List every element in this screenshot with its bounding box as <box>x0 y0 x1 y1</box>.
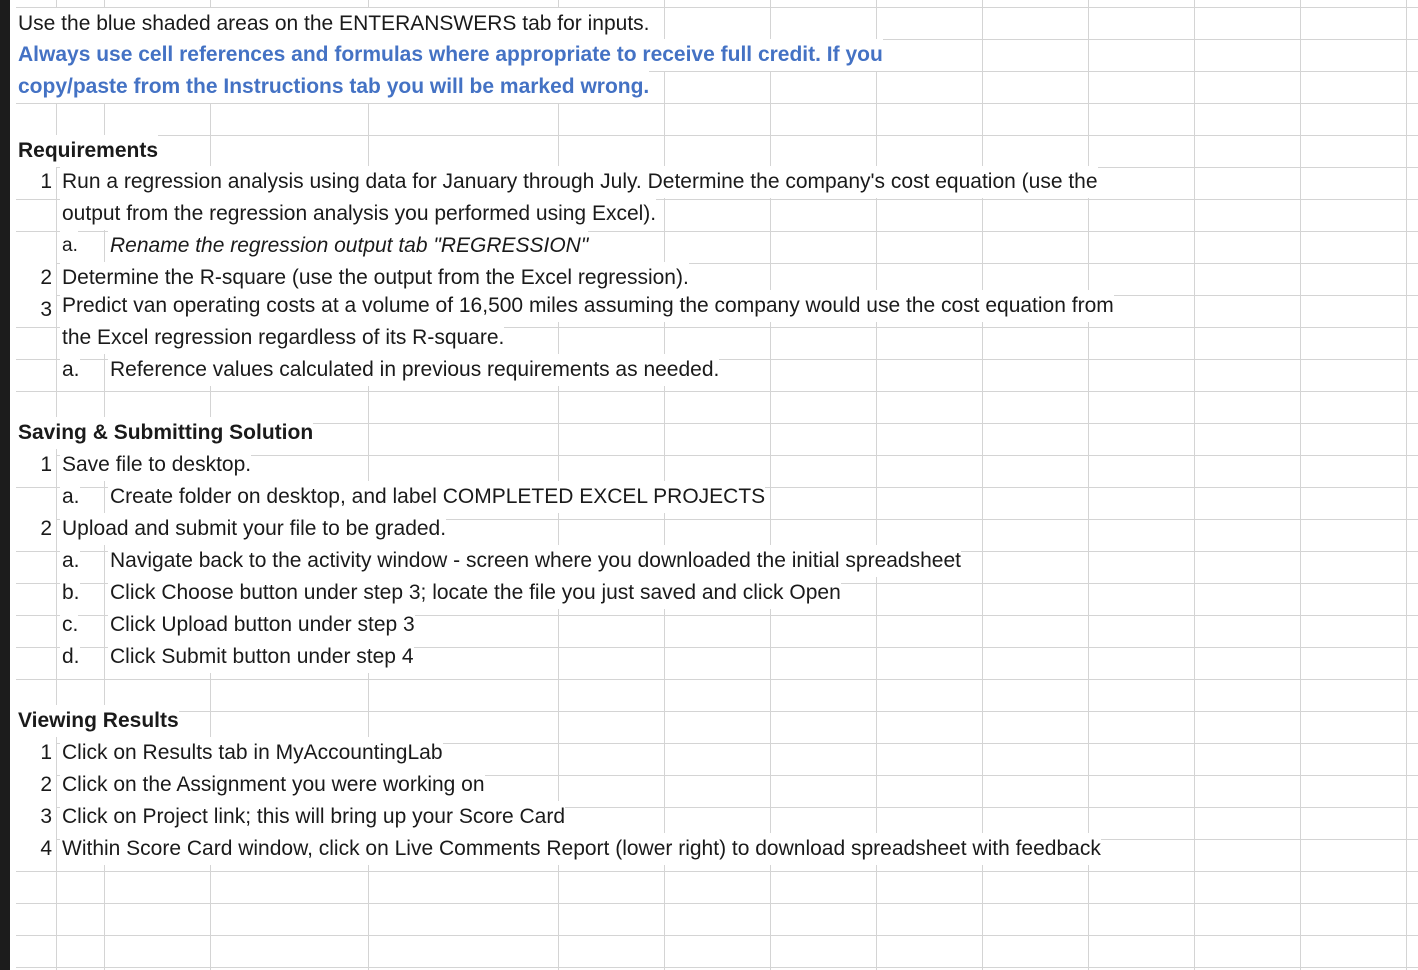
requirements-heading[interactable]: Requirements <box>16 135 158 167</box>
requirement-text-cont[interactable]: the Excel regression regardless of its R-square. <box>60 322 504 354</box>
step-sub-label[interactable]: c. <box>60 609 78 641</box>
requirement-number[interactable]: 1 <box>16 166 56 198</box>
requirement-text[interactable]: Determine the R-square (use the output from the Excel regression). <box>60 262 689 294</box>
step-sub-text[interactable]: Navigate back to the activity window - screen where you downloaded the initial spreadsheet <box>108 545 961 577</box>
step-number[interactable]: 1 <box>16 449 56 481</box>
requirement-text-cont[interactable]: output from the regression analysis you performed using Excel). <box>60 198 656 230</box>
requirement-sub-text[interactable]: Reference values calculated in previous requirements as needed. <box>108 354 719 386</box>
step-sub-label[interactable]: a. <box>60 545 80 577</box>
step-text[interactable]: Save file to desktop. <box>60 449 251 481</box>
step-sub-text[interactable]: Create folder on desktop, and label COMPLETED EXCEL PROJECTS <box>108 481 765 513</box>
requirement-text[interactable]: Predict van operating costs at a volume of 16,500 miles assuming the company would use the cost equation from <box>60 290 1114 322</box>
step-sub-label[interactable]: b. <box>60 577 80 609</box>
viewing-step-number[interactable]: 4 <box>16 833 56 865</box>
requirement-sub-label[interactable]: a. <box>60 354 80 386</box>
viewing-step-text[interactable]: Click on the Assignment you were working on <box>60 769 485 801</box>
step-text[interactable]: Upload and submit your file to be graded. <box>60 513 446 545</box>
step-sub-text[interactable]: Click Submit button under step 4 <box>108 641 414 673</box>
step-sub-label[interactable]: d. <box>60 641 80 673</box>
step-sub-text[interactable]: Click Choose button under step 3; locate the file you just saved and click Open <box>108 577 841 609</box>
requirement-sub-label[interactable]: a. <box>60 230 78 262</box>
viewing-step-text[interactable]: Click on Results tab in MyAccountingLab <box>60 737 443 769</box>
viewing-step-number[interactable]: 3 <box>16 801 56 833</box>
requirement-sub-text[interactable]: Rename the regression output tab "REGRESSION" <box>108 230 588 262</box>
requirement-number[interactable]: 3 <box>16 294 56 326</box>
step-sub-label[interactable]: a. <box>60 481 80 513</box>
row-header-edge <box>0 0 10 970</box>
viewing-step-number[interactable]: 2 <box>16 769 56 801</box>
viewing-step-text[interactable]: Click on Project link; this will bring up your Score Card <box>60 801 565 833</box>
saving-heading[interactable]: Saving & Submitting Solution <box>16 417 313 449</box>
step-number[interactable]: 2 <box>16 513 56 545</box>
step-sub-text[interactable]: Click Upload button under step 3 <box>108 609 415 641</box>
viewing-step-number[interactable]: 1 <box>16 737 56 769</box>
requirement-text[interactable]: Run a regression analysis using data for January through July. Determine the company's cost equation (use the <box>60 166 1098 198</box>
viewing-heading[interactable]: Viewing Results <box>16 705 179 737</box>
instruction-inputs-text[interactable]: Use the blue shaded areas on the ENTERANSWERS tab for inputs. <box>16 8 650 40</box>
instruction-warning-line2[interactable]: copy/paste from the Instructions tab you will be marked wrong. <box>16 71 649 103</box>
instruction-warning-line1[interactable]: Always use cell references and formulas where appropriate to receive full credit. If you <box>16 39 883 71</box>
viewing-step-text[interactable]: Within Score Card window, click on Live Comments Report (lower right) to download spreadsheet with feedback <box>60 833 1101 865</box>
requirement-number[interactable]: 2 <box>16 262 56 294</box>
